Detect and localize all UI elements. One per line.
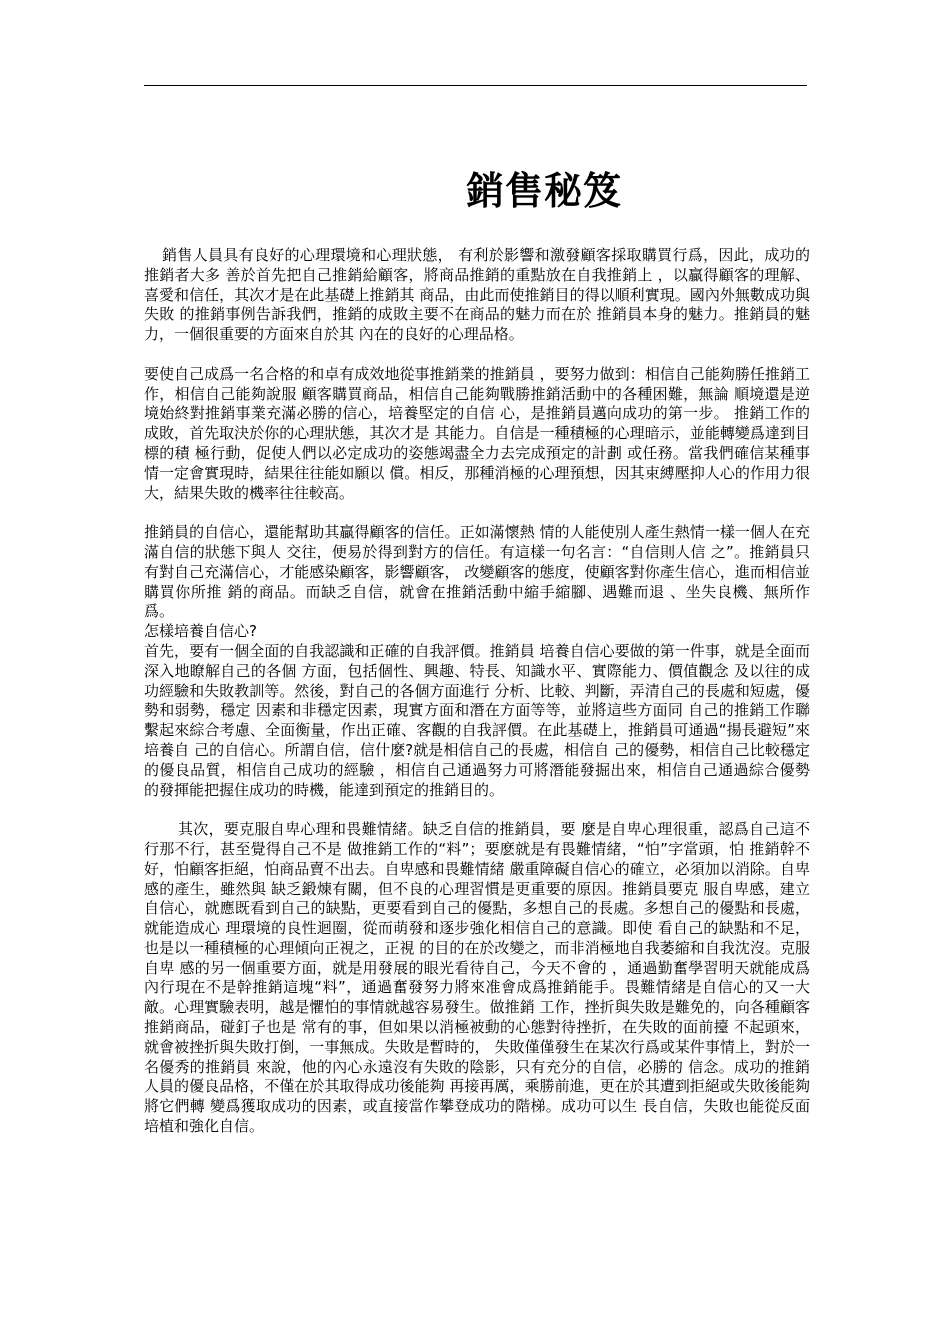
document-body [144, 246, 810, 1137]
paragraph-4: 首先，要有一個全面的自我認識和正確的自我評價。推銷員 培養自信心要做的第一件事，就是全面而深入地瞭解自己的各個 方面，包括個性、興趣、特長、知識水平、實際能力、價值觀念 及以往的成功經驗和失敗教訓等。然後，對自己的各個方面進行 分析、比較、判斷，弄清自己的長處和短處，優勢和弱勢，穩定 因素和非穩定因素，現實方面和潛在方面等等，並將這些方面同 自己的推銷工作聯繫起來綜合考慮、全面衡量，作出正確、客觀的自我評價。在此基礎上，推銷員可通過“揚長避短”來培養自 己的自信心。所謂自信，信什麼?就是相信自己的長處，相信自 己的優勢，相信自己比較穩定的優良品質，相信自己成功的經驗 ，相信自己通過努力可將潛能發掘出來，相信自己通過綜合優勢 的發揮能把握住成功的時機，能達到預定的推銷目的。 [144, 641, 810, 799]
paragraph-2: 要使自己成爲一名合格的和卓有成效地從事推銷業的推銷員 ，要努力做到：相信自己能夠勝任推銷工作，相信自己能夠說服 顧客購買商品，相信自己能夠戰勝推銷活動中的各種困難，無論 順境還是逆境始終對推銷事業充滿必勝的信心，培養堅定的自信 心，是推銷員邁向成功的第一步。 推銷工作的成敗，首先取決於你的心理狀態，其次才是 其能力。自信是一種積極的心理暗示，並能轉變爲達到目標的積 極行動，促使人們以必定成功的姿態竭盡全力去完成預定的計劃 或任務。當我們確信某種事情一定會實現時，結果往往能如願以 償。相反，那種消極的心理預想，因其束縛壓抑人心的作用力很 大，結果失敗的機率往往較高。 [144, 364, 810, 502]
section-heading: 怎樣培養自信心? [144, 622, 257, 641]
paragraph-1: 銷售人員具有良好的心理環境和心理狀態， 有利於影響和激發顧客採取購買行爲，因此，成功的推銷者大多 善於首先把自己推銷給顧客，將商品推銷的重點放在自我推銷上 ，以贏得顧客的理解、喜愛和信任，其次才是在此基礎上推銷其 商品，由此而使推銷目的得以順利實現。國內外無數成功與失敗 的推銷事例告訴我們，推銷的成敗主要不在商品的魅力而在於 推銷員本身的魅力。推銷員的魅力，一個很重要的方面來自於其 內在的良好的心理品格。 [144, 246, 810, 344]
paragraph-5: 其次，要克服自卑心理和畏難情緒。缺乏自信的推銷員，要 麼是自卑心理很重，認爲自己這不行那不行，甚至覺得自己不是 做推銷工作的“料”；要麽就是有畏難情緒，“怕”字當頭，怕 推銷幹不好，怕顧客拒絕，怕商品賣不出去。自卑感和畏難情緒 嚴重障礙自信心的確立，必須加以消除。自卑感的產生，雖然與 缺乏鍛煉有關，但不良的心理習慣是更重要的原因。推銷員要克 服自卑感，建立自信心，就應既看到自己的缺點，更要看到自己的優點，多想自己的長處。多想自己的優點和長處，就能造成心 理環境的良性迴圈，從而萌發和逐步強化相信自己的意識。即使 看自己的缺點和不足，也是以一種積極的心理傾向正視之，正視 的目的在於改變之，而非消極地自我萎縮和自我沈沒。克服自卑 感的另一個重要方面，就是用發展的眼光看待自己，今天不會的 ，通過勤奮學習明天就能成爲內行現在不是幹推銷這塊“料”，通過奮發努力將來准會成爲推銷能手。畏難情緒是自信心的又一大敵。心理實驗表明，越是懼怕的事情就越容易發生。做推銷 工作，挫折與失敗是難免的，向各種顧客推銷商品，碰釘子也是 常有的事，但如果以消極被動的心態對待挫折，在失敗的面前擡 不起頭來，就會被挫折與失敗打倒，一事無成。失敗是暫時的， 失敗僅僅發生在某次行爲或某件事情上，對於一名優秀的推銷員 來說，他的內心永遠沒有失敗的陰影，只有充分的自信，必勝的 信念。成功的推銷人員的優良品格，不僅在於其取得成功後能夠 再接再厲，乘勝前進，更在於其遭到拒絕或失敗後能夠將它們轉 變爲獲取成功的因素，或直接當作攀登成功的階梯。成功可以生 長自信，失敗也能從反面培植和強化自信。 [144, 820, 810, 1136]
header-rule [144, 85, 807, 86]
document-title: 銷售秘笈 [466, 169, 623, 213]
paragraph-3: 推銷員的自信心，還能幫助其贏得顧客的信任。正如滿懷熱 情的人能使別人產生熱情一樣一個人在充滿自信的狀態下與人 交往，便易於得到對方的信任。有這樣一句名言：“自信則人信 之”。推銷員只有對自己充滿信心，才能感染顧客，影響顧客， 改變顧客的態度，使顧客對你產生信心，進而相信並購買你所推 銷的商品。而缺乏自信，就會在推銷活動中縮手縮腳、遇難而退 、坐失良機、無所作爲。 [144, 523, 810, 621]
